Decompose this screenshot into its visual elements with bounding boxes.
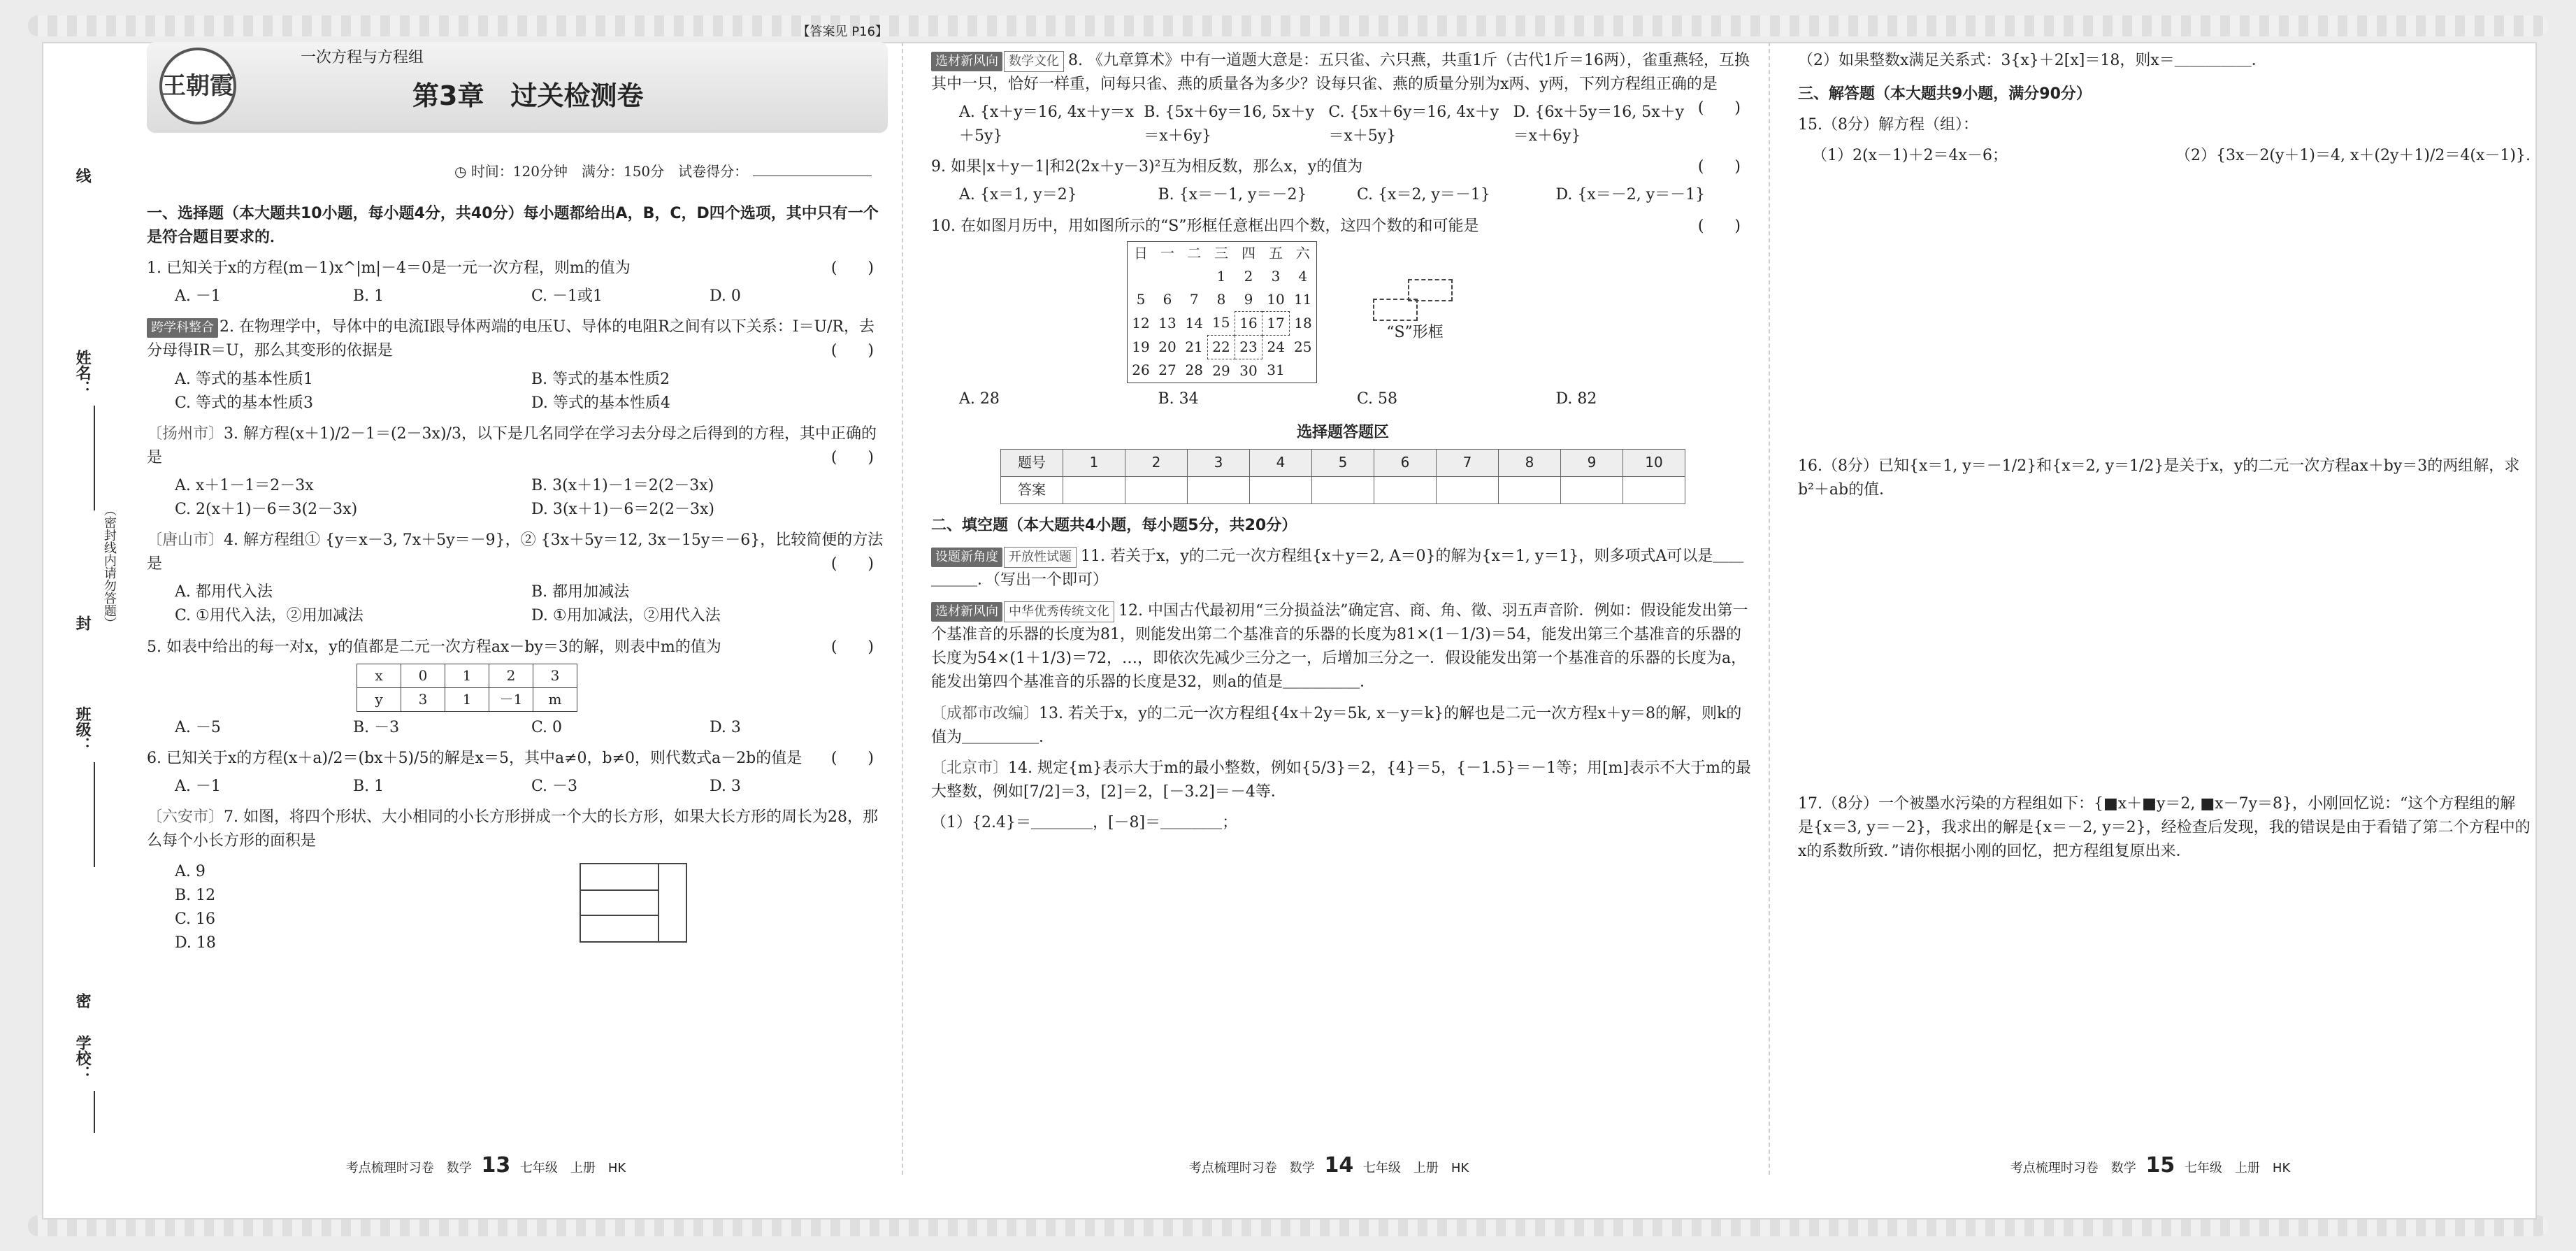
left-questions [147,192,888,959]
school-line [94,1091,95,1133]
option-d[interactable]: D. ①用加减法，②用代入法 [531,607,721,625]
option-c[interactable]: C. －3 [531,777,578,795]
option-a[interactable]: A. －1 [175,287,221,306]
calendar-day: 28 [1185,362,1203,379]
option-b[interactable]: B. 都用加减法 [531,583,630,601]
grid-head: 4 [1250,449,1312,476]
question-1-options [175,285,888,308]
exam-meta-text: 时间：120分钟 满分：150分 试卷得分： [470,163,749,180]
topic-tag: 选材新风向 [931,52,1002,71]
footer-series: 考点梳理时习卷 数学 [1188,1160,1315,1175]
grid-head: 7 [1437,449,1499,476]
question-6-options [175,775,888,799]
calendar-day: 6 [1163,290,1172,308]
table-cell: 1 [445,664,489,687]
answer-paren[interactable]: ( ) [830,342,874,360]
topic-tag: 跨学科整合 [147,318,218,338]
answer-paren[interactable]: ( ) [830,638,874,656]
calendar-day-framed: 23 [1235,335,1262,359]
table-row [1128,265,1317,288]
calendar-head: 一 [1160,244,1174,262]
calendar-day: 13 [1158,314,1177,331]
option-c[interactable]: C. ①用代入法，②用加减法 [175,607,364,625]
question-13 [931,702,1755,750]
answer-cell[interactable] [1374,476,1437,503]
answer-area-title: 选择题答题区 [1296,423,1389,441]
option-a[interactable]: A. 都用代入法 [175,583,273,601]
section-3-heading: 三、解答题（本大题共9小题，满分90分） [1798,85,2092,103]
question-9 [931,155,1755,179]
answer-space[interactable] [1798,506,2531,785]
question-7-options [175,860,216,955]
calendar-day [1128,265,1155,288]
calendar-day [1290,359,1317,383]
calendar-day: 19 [1132,338,1150,355]
section-1-heading: 一、选择题（本大题共10小题，每小题4分，共40分）每小题都给出A，B，C，D四个选项，其中只有一个是符合题目要求的． [147,205,879,247]
table-row [357,664,577,687]
question-15-parts [1812,144,2531,168]
chapter-header [147,24,888,133]
question-14-part-2[interactable]: （2）如果整数x满足关系式：3{x}＋2[x]＝18，则x＝＿＿＿＿＿． [1798,52,2267,69]
calendar-day: 5 [1136,290,1146,308]
s-frame-label: “S”形框 [1386,324,1444,342]
page-15 [1769,42,2531,1178]
calendar-day: 29 [1212,362,1230,379]
question-10-figure [1127,241,1755,383]
question-2 [147,315,888,363]
answer-cell[interactable] [1250,476,1312,503]
question-6 [147,747,888,771]
calendar-day: 3 [1271,267,1281,285]
calendar-head: 五 [1269,244,1283,262]
calendar-day: 14 [1185,314,1203,331]
table-row [1128,241,1317,265]
topic-tag: 开放性试题 [1004,547,1077,568]
option-a[interactable]: A. －5 [175,718,221,736]
table-cell: －1 [489,687,533,711]
rect-divider [581,915,658,916]
answer-grid [1000,449,1685,504]
calendar-day: 20 [1158,338,1177,355]
footer-grade: 七年级 上册 HK [519,1160,626,1175]
answer-cell[interactable] [1063,476,1125,503]
question-17: 17.（8分）一个被墨水污染的方程组如下：{■x＋■y＝2, ■x－7y＝8}，小刚回忆说：“这个方程组的解是{x＝3, y＝－2}，我求出的解是{x＝－2, y＝2}，经检查后发现，我的错误是由于看错了第二个方程中的x的系数所致．”请你根据小刚的回忆，把方程组复原出来． [1798,794,2531,860]
calendar-day: 12 [1132,314,1150,331]
answer-cell[interactable] [1312,476,1374,503]
option-a[interactable]: A. 28 [959,389,1000,408]
answer-paren[interactable]: ( ) [1697,158,1741,176]
rect-divider [581,889,658,891]
question-4-options [175,580,888,628]
table-row [1128,311,1317,335]
topic-tag: 数学文化 [1004,51,1064,72]
option-a[interactable]: A. 9 [175,863,206,881]
calendar-head: 日 [1134,244,1148,262]
footer-grade: 七年级 上册 HK [1362,1160,1469,1175]
option-a[interactable]: A. 等式的基本性质1 [175,370,313,388]
footer-series: 考点梳理时习卷 数学 [2010,1160,2136,1175]
answer-paren[interactable]: ( ) [830,749,874,767]
source-tag: 〔成都市改编〕 [931,704,1039,722]
table-cell: 0 [401,664,445,687]
question-9-text: 9. 如果|x＋y－1|和2(2x＋y－3)²互为相反数，那么x，y的值为 [931,158,1363,176]
calendar-day: 2 [1244,267,1253,285]
answer-reference: 【答案见 P16】 [797,24,888,39]
topic-tag: 中华优秀传统文化 [1004,601,1114,622]
option-b[interactable]: B. {5x＋6y＝16, 5x＋y＝x＋6y} [1144,103,1314,145]
topic-tag: 设题新角度 [931,548,1002,567]
answer-paren[interactable]: ( ) [1697,99,1741,117]
answer-paren[interactable]: ( ) [830,259,874,278]
calendar-head: 三 [1214,244,1228,262]
question-1 [147,257,888,280]
answer-cell[interactable] [1125,476,1188,503]
grid-head: 8 [1499,449,1561,476]
page-title: 第3章 过关检测卷 [412,80,644,111]
table-row [1128,335,1317,359]
question-14 [931,757,1755,804]
option-a[interactable]: A. x＋1－1＝2－3x [175,476,314,494]
question-8 [931,49,1755,117]
question-9-options [959,183,1755,207]
answer-cell[interactable] [1623,476,1685,503]
option-d[interactable]: D. 3(x＋1)－6＝2(2－3x) [531,501,714,519]
table-cell: 2 [489,664,533,687]
page-footer [84,1150,888,1182]
question-14-text: 14. 规定{m}表示大于m的最小整数，例如{5/3}＝2，{4}＝5，{－1.5}＝－1等；用[m]表示不大于m的最大整数，例如[7/2]＝3，[2]＝2，[－3.2]＝－4等． [931,759,1751,801]
question-7 [147,806,888,853]
seal-mark: 线 [73,168,92,183]
calendar-head: 四 [1242,244,1255,262]
class-label: 班级： [73,706,92,752]
answer-cell[interactable] [1188,476,1250,503]
calendar-day-framed: 16 [1235,311,1262,335]
calendar-head: 六 [1295,244,1310,262]
question-3-options [175,474,888,522]
calendar-day: 4 [1298,267,1308,285]
chapter-subtitle: 一次方程与方程组 [301,49,424,66]
grid-head: 5 [1312,449,1374,476]
answer-space[interactable] [1798,168,2531,448]
answer-cell[interactable] [1437,476,1499,503]
option-d[interactable]: D. {x＝－2, y＝－1} [1555,186,1706,204]
option-a[interactable]: A. －1 [175,777,221,795]
topic-tag: 选材新风向 [931,602,1002,622]
option-c[interactable]: C. 58 [1357,389,1398,408]
name-label: 姓名： [73,350,92,396]
table-cell: 1 [445,687,489,711]
question-3-text: 3. 解方程(x＋1)/2－1＝(2－3x)/3，以下是几名同学在学习去分母之后得到的方程，其中正确的是 [147,424,877,466]
option-b[interactable]: B. 1 [353,287,384,306]
question-11-text: 11. 若关于x，y的二元一次方程组{x＋y＝2, A＝0}的解为{x＝1, y＝1}，则多项式A可以是＿＿＿＿＿．（写出一个即可） [931,547,1744,589]
option-b[interactable]: B. 34 [1158,389,1199,408]
page-footer [1770,1150,2531,1182]
option-c[interactable]: C. 等式的基本性质3 [175,394,314,412]
question-6-text: 6. 已知关于x的方程(x＋a)/2＝(bx＋5)/5的解是x＝5，其中a≠0，b≠0，则代数式a－2b的值是 [147,749,803,767]
calendar-day: 11 [1294,290,1312,308]
option-c[interactable]: C. －1或1 [531,287,603,306]
page-13 [73,24,888,1178]
question-12-text: 12. 中国古代最初用“三分损益法”确定宫、商、角、徵、羽五声音阶．例如：假设能发出第一个基准音的乐器的长度为81，则能发出第二个基准音的乐器的长度为81×(1－1/3)＝54，能发出第三个基准音的乐器的长度为54×(1＋1/3)＝72，…，即依次先减少三分之一，后增加三分之一．假设能发出第一个基准音的乐器的长度为a，能发出第四个基准音的乐器的长度是32，则a的值是＿＿＿＿＿． [931,602,1748,692]
source-tag: 〔唐山市〕 [147,531,224,550]
option-c[interactable]: C. {5x＋6y＝16, 4x＋y＝x＋5y} [1328,103,1499,145]
option-d[interactable]: D. 0 [710,287,741,306]
clock-icon: ◷ [454,163,467,180]
answer-cell[interactable] [1499,476,1561,503]
class-line [94,762,95,867]
calendar-day: 26 [1132,362,1150,379]
calendar-day: 18 [1294,314,1312,331]
option-d[interactable]: D. 18 [175,934,216,952]
table-row [1001,449,1685,476]
decorative-border-top [28,15,2548,36]
answer-paren[interactable]: ( ) [1697,217,1741,235]
grid-head: 2 [1125,449,1188,476]
s-frame-shape [1373,279,1457,321]
option-c[interactable]: C. 0 [531,718,563,736]
question-1-text: 1. 已知关于x的方程(m－1)x^|m|－4＝0是一元一次方程，则m的值为 [147,259,631,278]
footer-grade: 七年级 上册 HK [2184,1160,2291,1175]
option-d[interactable]: D. 82 [1555,389,1597,408]
calendar-day: 21 [1185,338,1203,355]
option-b[interactable]: B. －3 [353,718,400,736]
grid-head: 题号 [1001,449,1063,476]
name-line [94,406,95,510]
calendar-table [1127,241,1317,383]
option-a[interactable]: A. {x＝1, y＝2} [959,186,1077,204]
question-12 [931,599,1755,694]
question-16: 16.（8分）已知{x＝1, y＝－1/2}和{x＝2, y＝1/2}是关于x，y的二元一次方程ax＋by＝3的两组解，求b²＋ab的值． [1798,457,2520,499]
table-cell: 3 [533,664,577,687]
question-10 [931,215,1755,238]
table-cell: y [357,687,401,711]
grid-head: 1 [1063,449,1125,476]
option-b[interactable]: B. {x＝－1, y＝－2} [1158,186,1307,204]
page-14 [902,42,1755,1178]
calendar-day: 27 [1158,362,1177,379]
page-number: 15 [2145,1152,2175,1178]
table-row [1128,288,1317,312]
source-tag: 〔六安市〕 [147,808,224,826]
page-footer [903,1150,1755,1182]
page-number: 13 [481,1152,511,1178]
question-11 [931,545,1755,592]
option-b[interactable]: B. 等式的基本性质2 [531,370,670,388]
source-tag: 〔扬州市〕 [147,424,224,443]
binding-sidebar [70,42,126,1147]
question-5-text: 5. 如表中给出的每一对x，y的值都是二元一次方程ax－by＝3的解，则表中m的值为 [147,638,721,656]
question-7-text: 7. 如图，将四个形状、大小相同的小长方形拼成一个大的长方形，如果大长方形的周长为28，那么每个小长方形的面积是 [147,808,878,850]
option-c[interactable]: C. 2(x＋1)－6＝3(2－3x) [175,501,358,519]
question-4-text: 4. 解方程组① {y＝x－3, 7x＋5y＝－9}，② {3x＋5y＝12, 3x－15y＝－6}，比较简便的方法是 [147,531,884,573]
question-2-options [175,368,888,415]
grid-row-label: 答案 [1001,476,1063,503]
option-b[interactable]: B. 3(x＋1)－1＝2(2－3x) [531,476,714,494]
seal-mark-3: 密 [73,993,92,1008]
s-frame-bottom [1373,299,1418,321]
table-cell: x [357,664,401,687]
question-2-text: 2. 在物理学中，导体中的电流I跟导体两端的电压U、导体的电阻R之间有以下关系：I＝U/R，去分母得IR＝U，那么其变形的依据是 [147,318,875,360]
answer-space[interactable] [1798,866,2531,1076]
rectangle-figure [580,863,687,943]
page-number: 14 [1324,1152,1354,1178]
question-7-body [147,856,888,959]
seal-note: （密封线内请勿答题） [101,503,117,629]
calendar-day: 24 [1267,338,1285,355]
s-frame-figure [1373,279,1457,345]
school-label: 学校： [73,1035,92,1081]
rect-divider-vertical [658,864,659,941]
calendar-day [1181,265,1208,288]
question-14-part-1[interactable]: （1）{2.4}＝＿＿＿＿，[－8]＝＿＿＿＿； [931,813,1238,831]
question-5-options [175,716,888,740]
answer-paren[interactable]: ( ) [830,448,874,466]
option-a[interactable]: A. {x＋y＝16, 4x＋y＝x＋5y} [959,103,1134,145]
option-b[interactable]: B. 12 [175,887,216,905]
question-5 [147,636,888,659]
xy-value-table [357,664,577,712]
calendar-day: 9 [1244,290,1253,308]
table-cell: m [533,687,577,711]
section-2-heading: 二、填空题（本大题共4小题，每小题5分，共20分） [931,516,1297,534]
option-b[interactable]: B. 1 [353,777,384,795]
grid-head: 10 [1623,449,1685,476]
question-10-text: 10. 在如图月历中，用如图所示的“S”形框任意框出四个数，这四个数的和可能是 [931,217,1479,235]
question-4 [147,529,888,576]
option-c[interactable]: C. 16 [175,910,216,929]
option-d[interactable]: D. 3 [710,718,741,736]
answer-paren[interactable]: ( ) [830,555,874,573]
grid-head: 9 [1561,449,1623,476]
question-15-part-1: （1）2(x－1)＋2＝4x－6； [1812,147,2008,165]
table-row [1001,476,1685,503]
calendar-day-framed: 22 [1208,335,1235,359]
calendar-day: 8 [1216,290,1226,308]
table-cell: 3 [401,687,445,711]
calendar-day: 10 [1267,290,1285,308]
calendar-day: 15 [1212,314,1230,331]
calendar-day: 7 [1189,290,1199,308]
option-c[interactable]: C. {x＝2, y＝－1} [1357,186,1490,204]
calendar-day: 30 [1239,362,1258,379]
option-d[interactable]: D. 等式的基本性质4 [531,394,670,412]
table-row [357,687,577,711]
brand-logo: 王朝霞 [159,48,236,124]
calendar-day [1154,265,1181,288]
seal-mark-2: 封 [73,615,92,631]
table-row [1128,359,1317,383]
grid-head: 6 [1374,449,1437,476]
calendar-head: 二 [1187,244,1202,262]
question-10-options [959,387,1755,411]
source-tag: 〔北京市〕 [931,759,1009,777]
calendar-day-framed: 17 [1262,311,1290,335]
calendar-day: 31 [1267,362,1285,379]
answer-cell[interactable] [1561,476,1623,503]
question-15: 15.（8分）解方程（组）： [1798,116,1978,134]
question-3 [147,422,888,470]
grid-head: 3 [1188,449,1250,476]
question-15-part-2: （2）{3x－2(y＋1)＝4, x＋(2y＋1)/2＝4(x－1)}. [2175,147,2531,165]
calendar-day: 1 [1216,267,1226,285]
option-d[interactable]: D. 3 [710,777,741,795]
calendar-day: 25 [1294,338,1312,355]
option-d[interactable]: D. {6x＋5y＝16, 5x＋y＝x＋6y} [1513,103,1685,145]
footer-series: 考点梳理时习卷 数学 [345,1160,472,1175]
question-8-options [959,101,1698,148]
question-13-text: 13. 若关于x，y的二元一次方程组{4x＋2y＝5k, x－y＝k}的解也是二元一次方程x＋y＝8的解，则k的值为＿＿＿＿＿． [931,704,1742,746]
question-8-text: 8. 《九章算术》中有一道题大意是：五只雀、六只燕，共重1斤（古代1斤＝16两），雀重燕轻，互换其中一只，恰好一样重，问每只雀、燕的质量各为多少？设每只雀、燕的质量分别为x两、y两，下列方程组正确的是 [931,52,1750,94]
exam-meta [454,161,872,183]
